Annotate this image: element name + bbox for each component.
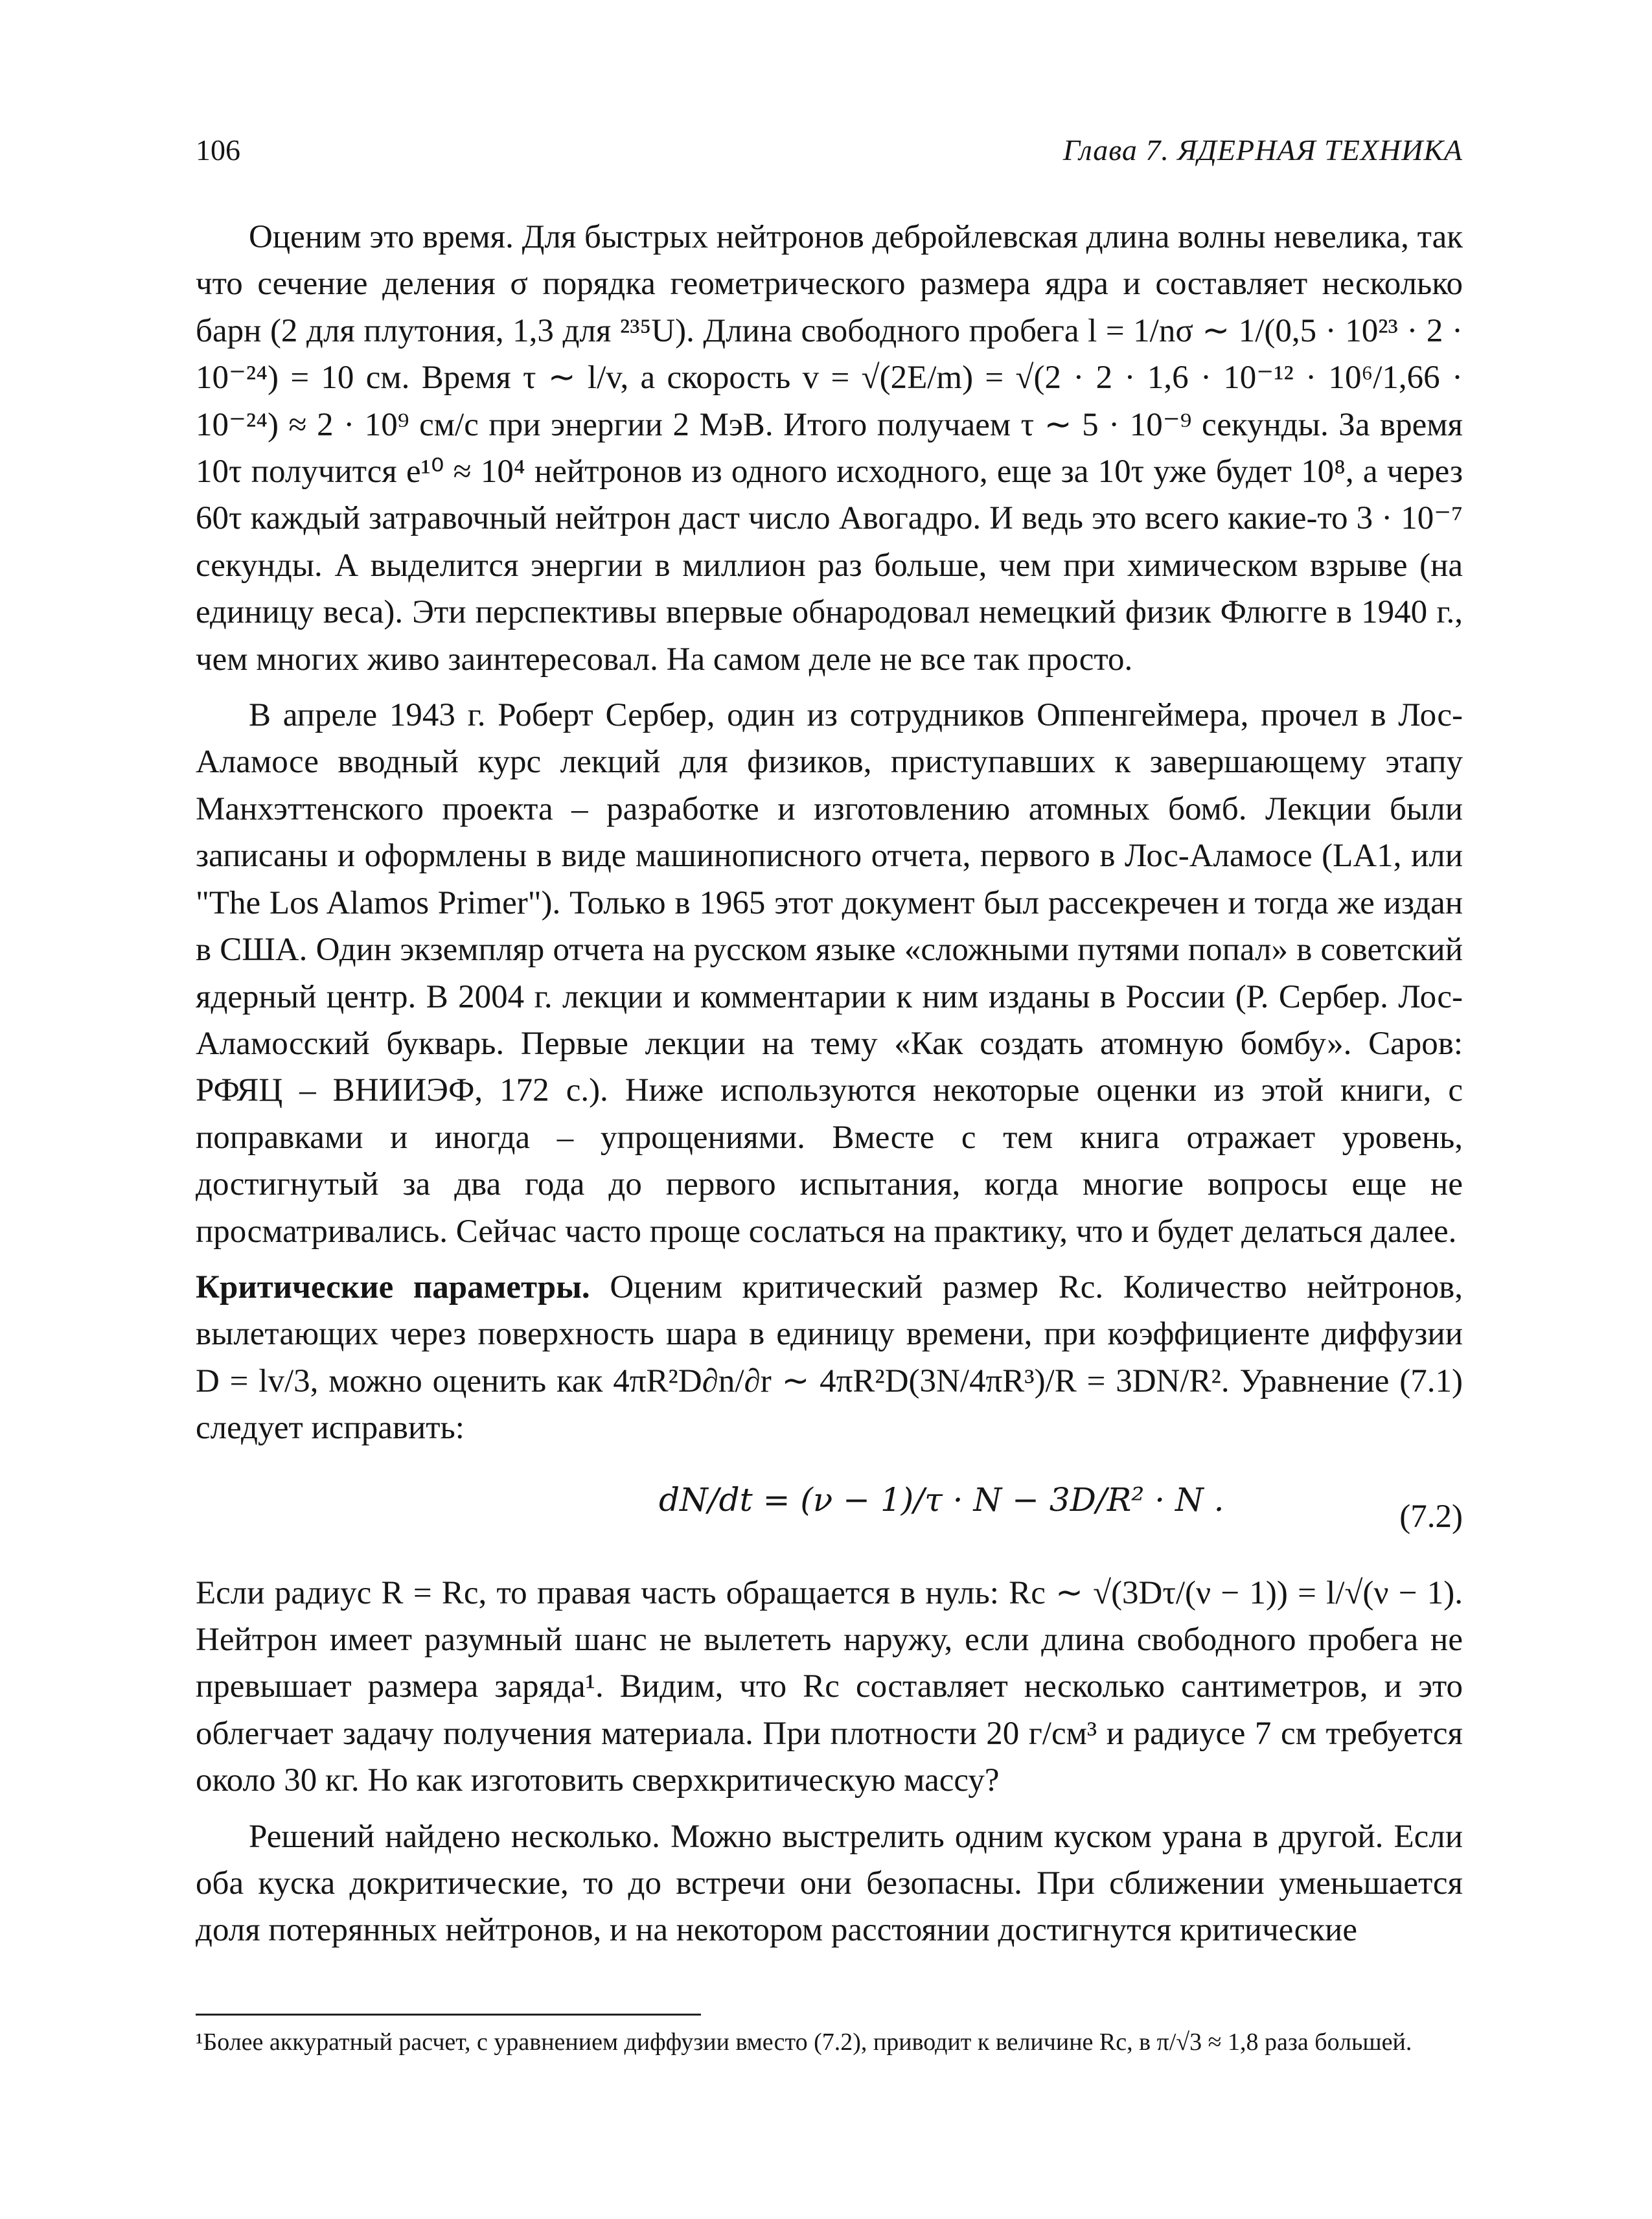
section-heading: Критические параметры. (196, 1269, 590, 1305)
critical-parameters-text: Оценим критический размер Rc. Количество нейтронов, вылетающих через поверхность шара в единицу времени, при коэффициенте диффузии D = lv/3, можно оценить как 4πR²D∂n/∂r ∼ 4πR²D(3N/4πR³)/R = 3DN/R². Уравнение (7.1) следует исправить: (196, 1269, 1463, 1447)
running-title: Глава 7. ЯДЕРНАЯ ТЕХНИКА (1062, 133, 1463, 167)
paragraph-serber-history: В апреле 1943 г. Роберт Сербер, один из сотрудников Оппенгеймера, прочел в Лос-Аламосе вводный курс лекций для физиков, приступавших к завершающему этапу Манхэттенского проекта – разработке и изготовлению атомных бомб. Лекции были записаны и оформлены в виде машинописного отчета, первого в Лос-Аламосе (LA1, или "The Los Alamos Primer"). Только в 1965 этот документ был рассекречен и тогда же издан в США. Один экземпляр отчета на русском языке «сложными путями попал» в советский ядерный центр. В 2004 г. лекции и комментарии к ним изданы в России (Р. Сербер. Лос-Аламосский букварь. Первые лекции на тему «Как создать атомную бомбу». Саров: РФЯЦ – ВНИИЭФ, 172 с.). Ниже используются некоторые оценки из этой книги, с поправками и иногда – упрощениями. Вместе с тем книга отражает уровень, достигнутый за два года до первого испытания, когда многие вопросы еще не просматривались. Сейчас часто проще сослаться на практику, что и будет делаться далее. (196, 697, 1463, 1250)
paragraph-time-estimate: Оценим это время. Для быстрых нейтронов дебройлевская длина волны невелика, так что сечение деления σ порядка геометрического размера ядра и составляет несколько барн (2 для плутония, 1,3 для ²³⁵U). Длина свободного пробега l = 1/nσ ∼ 1/(0,5 · 10²³ · 2 · 10⁻²⁴) = 10 см. Время τ ∼ l/v, а скорость v = √(2E/m) = √(2 · 2 · 1,6 · 10⁻¹² · 10⁶/1,66 · 10⁻²⁴) ≈ 2 · 10⁹ см/с при энергии 2 МэВ. Итого получаем τ ∼ 5 · 10⁻⁹ секунды. За время 10τ получится e¹⁰ ≈ 10⁴ нейтронов из одного исходного, еще за 10τ уже будет 10⁸, а через 60τ каждый затравочный нейтрон даст число Авогадро. И ведь это всего какие-то 3 · 10⁻⁷ секунды. А выделится энергии в миллион раз больше, чем при химическом взрыве (на единицу веса). Эти перспективы впервые обнародовал немецкий физик Флюгге в 1940 г., чем многих живо заинтересовал. На самом деле не все так просто. (196, 219, 1463, 678)
paragraph-critical-parameters (196, 1264, 1463, 1452)
footnote: ¹Более аккуратный расчет, с уравнением диффузии вместо (7.2), приводит к величине Rc, в π/√3 ≈ 1,8 раза большей. (196, 2029, 1412, 2056)
equation-number: (7.2) (1399, 1498, 1463, 1535)
page-header (196, 133, 1463, 178)
main-text (196, 214, 1463, 1954)
equation-7-2 (196, 1460, 1463, 1563)
paragraph-critical-radius: Если радиус R = Rc, то правая часть обращается в нуль: Rc ∼ √(3Dτ/(ν − 1)) = l/√(ν − 1). Нейтрон имеет разумный шанс не вылететь наружу, если длина свободного пробега не превышает размера заряда¹. Видим, что Rc составляет несколько сантиметров, и это облегчает задачу получения материала. При плотности 20 г/см³ и радиусе 7 см требуется около 30 кг. Но как изготовить сверхкритическую массу? (196, 1574, 1463, 1799)
equation-expression: dN/dt = (ν − 1)/τ · N − 3D/R² · N . (659, 1480, 1224, 1519)
footnote-divider (196, 2014, 701, 2016)
paragraph-solutions: Решений найдено несколько. Можно выстрелить одним куском урана в другой. Если оба куска докритические, то до встречи они безопасны. При сближении уменьшается доля потерянных нейтронов, и на некотором расстоянии достигнутся критические (196, 1818, 1463, 1949)
page-number: 106 (196, 133, 240, 167)
